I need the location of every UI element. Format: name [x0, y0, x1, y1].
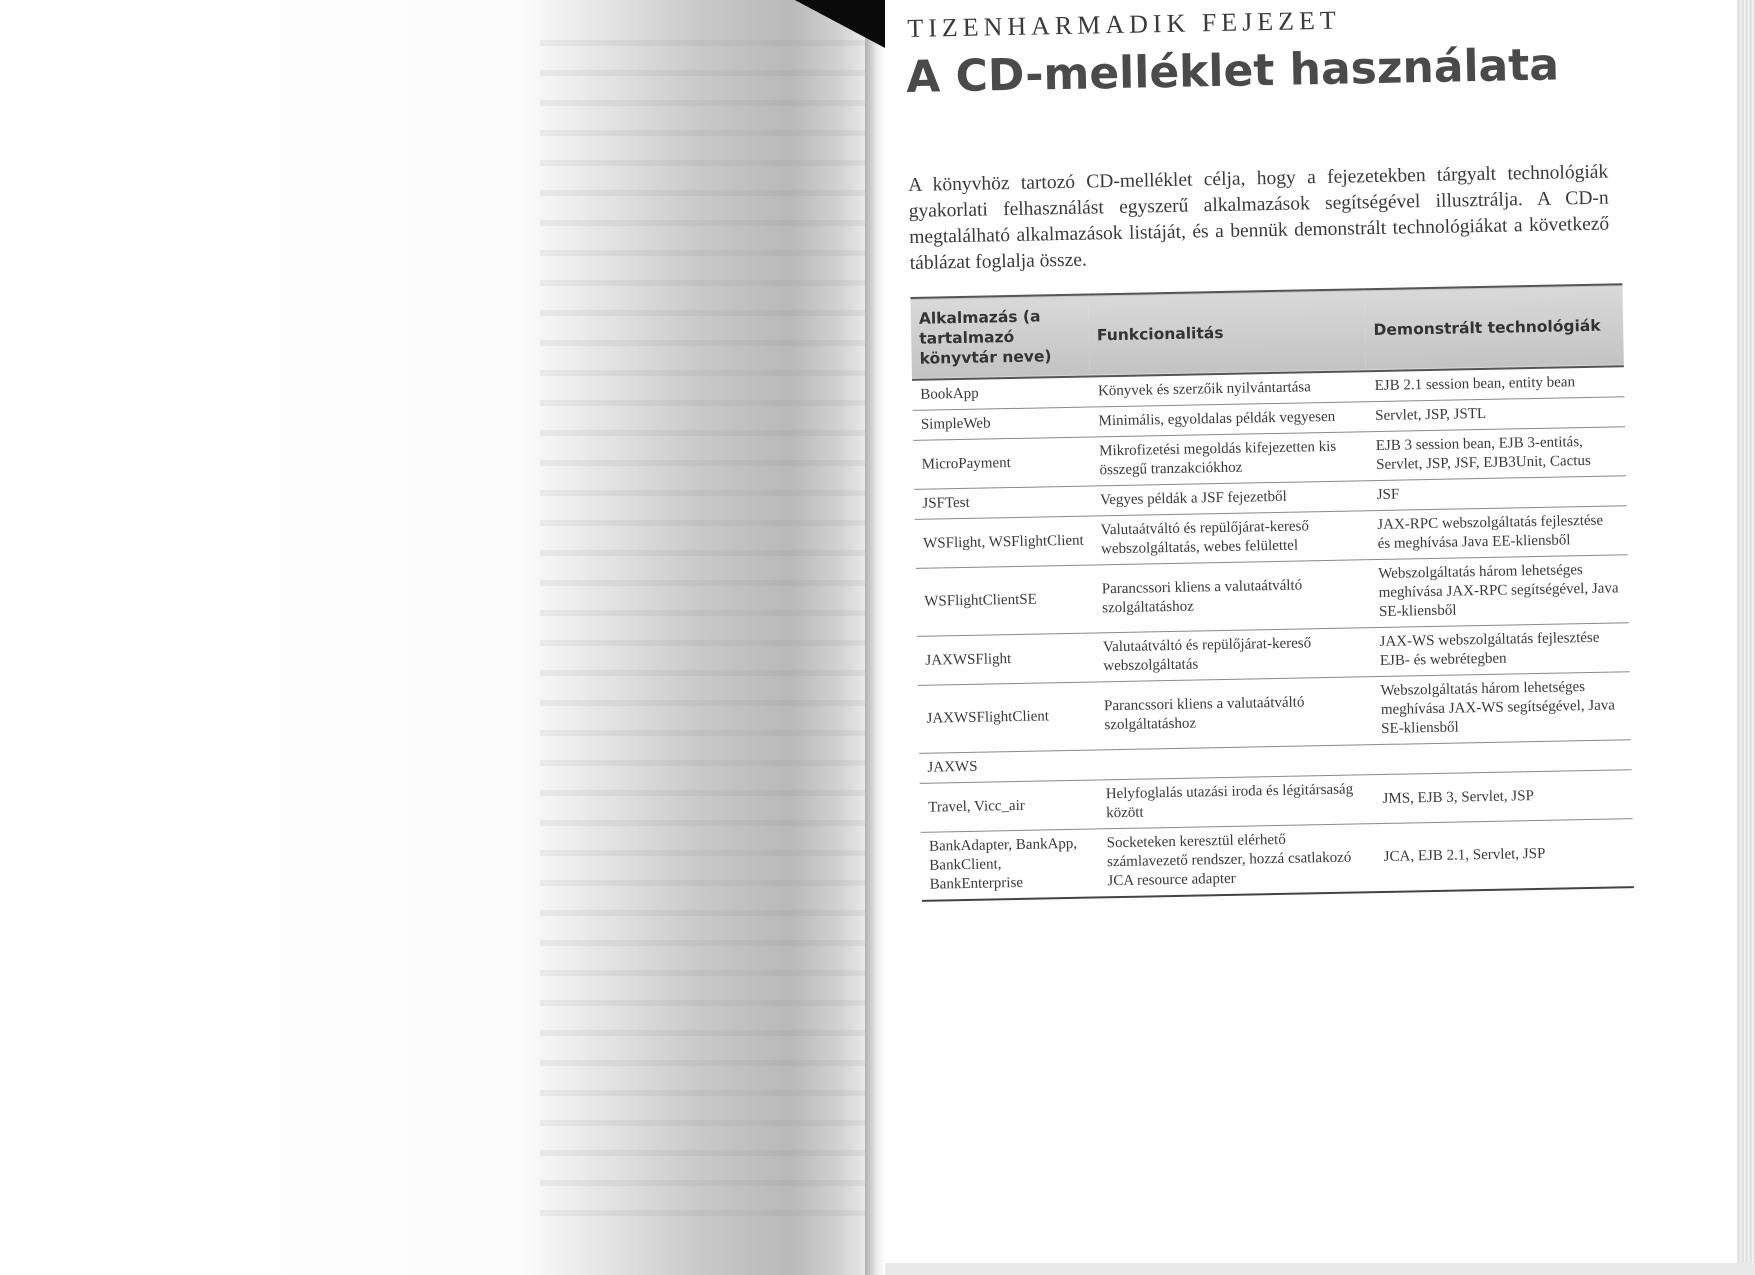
page-bottom-edge [885, 1263, 1755, 1275]
cell-technologies: EJB 2.1 session bean, entity bean [1366, 366, 1624, 401]
cell-functionality: Mikrofizetési megoldás kifejezetten kis összegű tranzakciókhoz [1091, 432, 1369, 486]
table-row [921, 819, 1634, 901]
cell-technologies: Webszolgáltatás három lehetséges meghívása JAX-WS segítségével, Java SE-kliensből [1372, 672, 1631, 745]
cell-app: JAXWSFlight [917, 633, 1096, 685]
cell-technologies: JCA, EJB 2.1, Servlet, JSP [1375, 819, 1634, 892]
cell-app: BankAdapter, BankApp, BankClient, BankEnterprise [921, 829, 1100, 901]
table-header-row [910, 284, 1623, 380]
header-functionality: Funkcionalitás [1096, 323, 1224, 345]
cell-technologies [1374, 740, 1632, 775]
cell-technologies: JAX-RPC webszolgáltatás fejlesztése és meghívása Java EE-kliensből [1369, 506, 1627, 560]
book-gutter [865, 0, 885, 1275]
cell-functionality: Vegyes példák a JSF fejezetből [1092, 481, 1369, 516]
cell-app: SimpleWeb [913, 407, 1091, 440]
cell-technologies: JAX-WS webszolgáltatás fejlesztése EJB- és webrétegben [1371, 623, 1629, 677]
cell-technologies: Webszolgáltatás három lehetséges meghívása JAX-RPC segítségével, Java SE-kliensből [1370, 555, 1629, 628]
header-technologies: Demonstrált technológiák [1373, 316, 1601, 340]
applications-table [910, 283, 1633, 902]
intro-paragraph: A könyvhöz tartozó CD-melléklet célja, hogy a fejezetekben tárgyalt technológiák gyakorlati felhasználást egyszerű alkalmazások segítségével illusztrálja. A CD-n megtalálható alkalmazások listáját, és a bennük demonstrált technológiákat a következő táblázat foglalja össze. [908, 161, 1610, 274]
cell-technologies: JMS, EJB 3, Servlet, JSP [1374, 770, 1632, 824]
cell-app: JSFTest [914, 486, 1092, 519]
cell-technologies: EJB 3 session bean, EJB 3-entitás, Servlet, JSP, JSF, EJB3Unit, Cactus [1368, 427, 1626, 481]
cell-app: JAXWS [919, 750, 1097, 783]
cell-functionality: Valutaátváltó és repülőjárat-kereső webszolgáltatás, webes felülettel [1092, 511, 1370, 565]
cell-app: JAXWSFlightClient [918, 682, 1097, 753]
cell-app: MicroPayment [913, 437, 1092, 489]
cell-functionality: Könyvek és szerzőik nyilvántartása [1090, 371, 1367, 407]
cell-technologies: JSF [1368, 476, 1626, 511]
cell-functionality: Parancssori kliens a valutaátváltó szolgáltatáshoz [1093, 560, 1371, 633]
left-page-faded [0, 0, 875, 1275]
chapter-label: TIZENHARMADIK FEJEZET [906, 5, 1342, 43]
page-edges [1737, 0, 1755, 1275]
header-app: Alkalmazás (a tartalmazó könyvtár neve) [918, 307, 1052, 368]
cell-functionality: Valutaátváltó és repülőjárat-kereső webszolgáltatás [1095, 628, 1373, 682]
cell-functionality: Minimális, egyoldalas példák vegyesen [1090, 402, 1367, 437]
bleed-through-text [540, 40, 870, 1240]
page-content [905, 0, 1642, 902]
chapter-title: A CD-melléklet használata [905, 39, 1560, 103]
cell-technologies: Servlet, JSP, JSTL [1367, 397, 1625, 432]
cell-functionality: Helyfoglalás utazási iroda és légitársaság között [1097, 775, 1375, 829]
cell-functionality: Parancssori kliens a valutaátváltó szolgáltatáshoz [1096, 677, 1374, 750]
cell-functionality: Socketeken keresztül elérhető számlavezető rendszer, hozzá csatlakozó JCA resource adapter [1098, 824, 1376, 898]
cell-app: WSFlight, WSFlightClient [915, 516, 1094, 568]
cell-app: BookApp [912, 377, 1090, 411]
cell-app: WSFlightClientSE [916, 565, 1095, 636]
cell-app: Travel, Vicc_air [920, 780, 1099, 832]
